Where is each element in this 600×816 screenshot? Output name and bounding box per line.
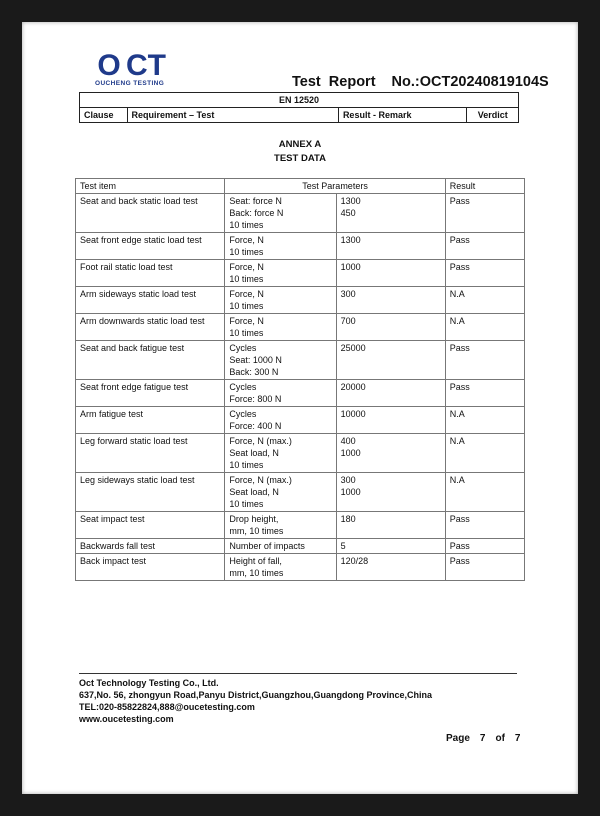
logo-mark: O CT <box>97 49 166 82</box>
result-cell: Pass <box>445 260 524 287</box>
header-result: Result - Remark <box>338 108 466 123</box>
test-item-cell: Leg forward static load test <box>76 434 225 473</box>
result-cell: Pass <box>445 341 524 380</box>
test-item-cell: Seat impact test <box>76 512 225 539</box>
parameter-value: 180 <box>340 514 356 524</box>
result-cell: N.A <box>445 287 524 314</box>
footer-divider <box>79 673 517 674</box>
parameter-value: 1000 <box>340 262 361 272</box>
parameter-value: 1000 <box>340 448 361 458</box>
parameter-line: Force, N <box>229 316 264 326</box>
test-parameter-cell <box>225 314 336 341</box>
table-row <box>76 233 525 260</box>
result-cell: N.A <box>445 434 524 473</box>
report-number: No.:OCT20240819104S <box>391 74 549 90</box>
parameter-value <box>341 273 441 285</box>
parameter-value-cell <box>336 194 445 233</box>
test-item-cell: Seat front edge static load test <box>76 233 225 260</box>
parameter-line: Force, N <box>229 235 264 245</box>
parameter-line: 10 times <box>229 301 264 311</box>
result-cell: Pass <box>445 554 524 581</box>
test-item-cell: Arm fatigue test <box>76 407 225 434</box>
result-cell: Pass <box>445 233 524 260</box>
parameter-value-cell <box>336 314 445 341</box>
parameter-value <box>341 219 441 231</box>
result-cell: Pass <box>445 194 524 233</box>
result-cell: Pass <box>445 380 524 407</box>
col-result: Result <box>445 179 524 194</box>
parameter-line: 10 times <box>229 247 264 257</box>
parameter-line: Force: 800 N <box>229 394 282 404</box>
parameter-value-cell <box>336 512 445 539</box>
parameter-value <box>341 420 441 432</box>
test-item-cell: Foot rail static load test <box>76 260 225 287</box>
test-item-cell: Seat and back static load test <box>76 194 225 233</box>
footer-website: www.oucetesting.com <box>79 714 174 724</box>
page-current: 7 <box>479 733 486 744</box>
parameter-line: Force: 400 N <box>229 421 282 431</box>
parameter-value: 10000 <box>340 409 366 419</box>
parameter-value <box>341 567 441 579</box>
annex-title: ANNEX A <box>278 139 322 150</box>
parameter-value-cell <box>336 473 445 512</box>
parameter-line: Seat: 1000 N <box>229 355 282 365</box>
parameter-value <box>341 366 441 378</box>
parameter-value-cell <box>336 233 445 260</box>
parameter-line: 10 times <box>229 460 264 470</box>
header-clause: Clause <box>80 108 128 123</box>
table-row <box>76 287 525 314</box>
parameter-value <box>341 393 441 405</box>
table-row <box>76 314 525 341</box>
table-row <box>76 194 525 233</box>
parameter-value-cell <box>336 380 445 407</box>
parameter-value-cell <box>336 539 445 554</box>
parameter-value: 25000 <box>340 343 366 353</box>
parameter-line: 10 times <box>229 274 264 284</box>
parameter-line: Cycles <box>229 343 257 353</box>
parameter-value: 300 <box>340 289 356 299</box>
table-row <box>76 473 525 512</box>
parameter-value-cell <box>336 260 445 287</box>
footer <box>79 677 432 725</box>
table-row <box>76 380 525 407</box>
test-item-cell: Arm downwards static load test <box>76 314 225 341</box>
result-cell: Pass <box>445 512 524 539</box>
parameter-line: Seat load, N <box>229 487 279 497</box>
test-data-table <box>75 178 525 581</box>
parameter-value-cell <box>336 434 445 473</box>
annex-subtitle: TEST DATA <box>274 153 326 164</box>
test-parameter-cell <box>225 407 336 434</box>
test-parameter-cell <box>225 554 336 581</box>
parameter-value <box>341 459 441 471</box>
table-row <box>76 539 525 554</box>
parameter-value: 1300 <box>340 196 361 206</box>
parameter-value: 700 <box>340 316 356 326</box>
parameter-line: Back: force N <box>229 208 284 218</box>
report-header-table <box>79 92 519 123</box>
table-row <box>76 341 525 380</box>
parameter-line: Cycles <box>229 382 257 392</box>
table-row <box>76 260 525 287</box>
test-item-cell: Back impact test <box>76 554 225 581</box>
table-row <box>76 407 525 434</box>
test-item-cell: Seat and back fatigue test <box>76 341 225 380</box>
page-label: Page <box>446 733 470 744</box>
parameter-line: 10 times <box>229 499 264 509</box>
parameter-line: mm, 10 times <box>229 568 284 578</box>
header-requirement: Requirement – Test <box>127 108 338 123</box>
col-test-parameters: Test Parameters <box>225 179 445 194</box>
result-cell: Pass <box>445 539 524 554</box>
page-total: 7 <box>514 733 521 744</box>
parameter-value: 1000 <box>340 487 361 497</box>
parameter-value-cell <box>336 287 445 314</box>
test-item-cell: Arm sideways static load test <box>76 287 225 314</box>
parameter-value: 300 <box>340 475 356 485</box>
result-cell: N.A <box>445 314 524 341</box>
parameter-line: 10 times <box>229 328 264 338</box>
test-parameter-cell <box>225 539 336 554</box>
parameter-line: 10 times <box>229 220 264 230</box>
logo-tagline: OUCHENG TESTING <box>95 80 165 87</box>
test-item-cell: Leg sideways static load test <box>76 473 225 512</box>
table-row <box>76 434 525 473</box>
parameter-value-cell <box>336 407 445 434</box>
parameter-value: 120/28 <box>340 556 369 566</box>
parameter-line: Seat: force N <box>229 196 282 206</box>
parameter-value: 400 <box>340 436 356 446</box>
col-test-item: Test item <box>76 179 225 194</box>
parameter-value-cell <box>336 554 445 581</box>
parameter-line: Force, N <box>229 262 264 272</box>
standard-cell: EN 12520 <box>80 93 519 108</box>
parameter-line: Number of impacts <box>229 541 305 551</box>
table-header-row <box>76 179 525 194</box>
parameter-line: Force, N <box>229 289 264 299</box>
parameter-value <box>341 498 441 510</box>
parameter-value: 20000 <box>340 382 366 392</box>
page-of-label: of <box>495 733 505 744</box>
footer-contact: TEL:020-85822824,888@oucetesting.com <box>79 702 255 712</box>
test-parameter-cell <box>225 233 336 260</box>
parameter-value <box>341 327 441 339</box>
test-parameter-cell <box>225 260 336 287</box>
parameter-line: Back: 300 N <box>229 367 279 377</box>
test-parameter-cell <box>225 512 336 539</box>
page-number <box>446 733 530 744</box>
table-row <box>76 512 525 539</box>
header-verdict: Verdict <box>467 108 519 123</box>
report-label: Test Report <box>292 74 376 90</box>
test-item-cell: Seat front edge fatigue test <box>76 380 225 407</box>
parameter-value: 1300 <box>340 235 361 245</box>
parameter-line: Height of fall, <box>229 556 282 566</box>
parameter-line: Cycles <box>229 409 257 419</box>
report-title <box>292 74 549 90</box>
table-row <box>76 554 525 581</box>
test-parameter-cell <box>225 194 336 233</box>
parameter-value-cell <box>336 341 445 380</box>
test-parameter-cell <box>225 380 336 407</box>
parameter-line: Seat load, N <box>229 448 279 458</box>
result-cell: N.A <box>445 407 524 434</box>
result-cell: N.A <box>445 473 524 512</box>
footer-address: 637,No. 56, zhongyun Road,Panyu District,Guangzhou,Guangdong Province,China <box>79 690 433 700</box>
parameter-line: mm, 10 times <box>229 526 284 536</box>
test-parameter-cell <box>225 434 336 473</box>
test-parameter-cell <box>225 473 336 512</box>
footer-company: Oct Technology Testing Co., Ltd. <box>79 678 219 688</box>
test-parameter-cell <box>225 287 336 314</box>
parameter-value <box>341 300 441 312</box>
parameter-value <box>341 354 441 366</box>
parameter-value: 5 <box>340 541 346 551</box>
parameter-value <box>341 525 441 537</box>
parameter-line: Drop height, <box>229 514 279 524</box>
parameter-value <box>341 246 441 258</box>
parameter-line: Force, N (max.) <box>229 475 292 485</box>
test-item-cell: Backwards fall test <box>76 539 225 554</box>
parameter-value: 450 <box>340 208 356 218</box>
test-parameter-cell <box>225 341 336 380</box>
parameter-line: Force, N (max.) <box>229 436 292 446</box>
